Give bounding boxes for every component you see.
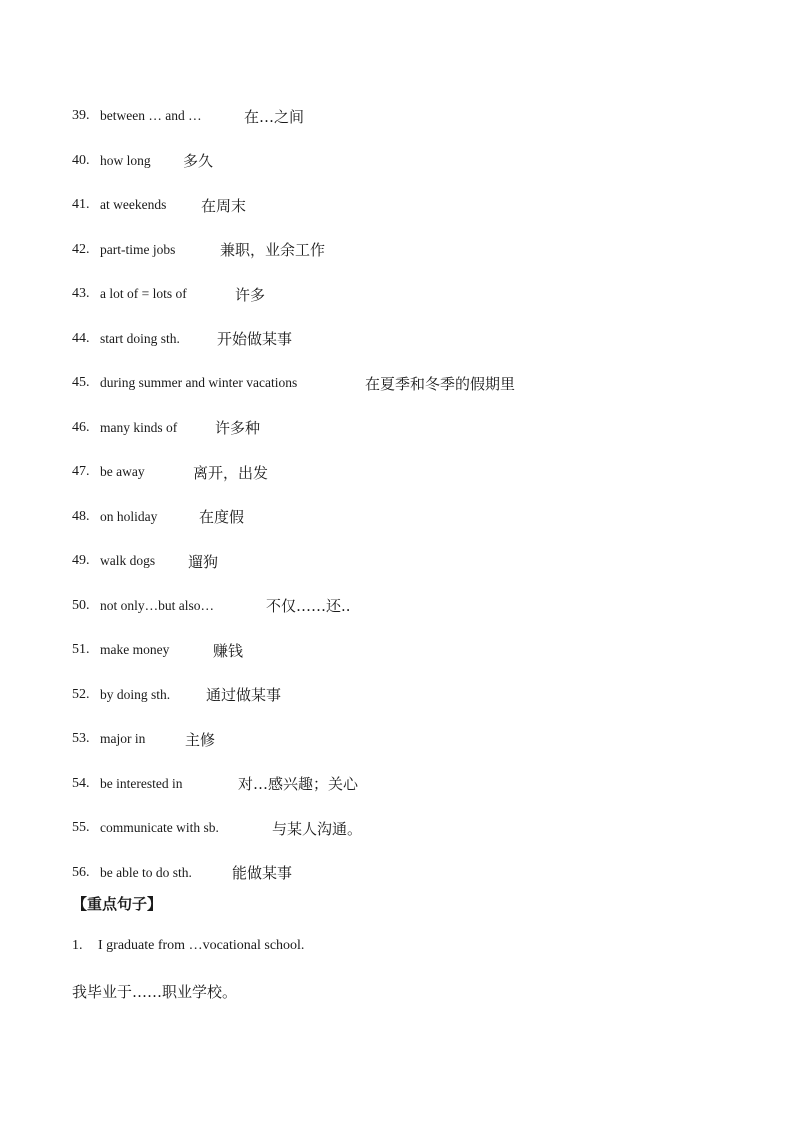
sentence-translation: 我毕业于……职业学校。 — [72, 983, 238, 1001]
phrase-number: 42. — [72, 241, 90, 257]
phrase-chinese: 许多种 — [215, 419, 261, 438]
phrase-item — [72, 272, 752, 317]
phrase-item — [72, 228, 752, 273]
phrase-number: 41. — [72, 197, 90, 213]
phrase-english: communicate with sb. — [100, 820, 219, 836]
phrase-chinese: 在度假 — [199, 508, 245, 527]
phrase-chinese: 开始做某事 — [217, 330, 293, 349]
phrase-item — [72, 450, 752, 495]
phrase-english: many kinds of — [100, 419, 178, 435]
phrase-chinese: 能做某事 — [232, 864, 293, 883]
phrase-chinese: 在夏季和冬季的假期里 — [365, 374, 516, 393]
phrase-number: 55. — [72, 820, 90, 836]
phrase-number: 40. — [72, 152, 90, 168]
phrase-english: a lot of = lots of — [100, 286, 187, 302]
phrase-chinese: 通过做某事 — [206, 686, 282, 705]
phrase-english: during summer and winter vacations — [100, 375, 298, 391]
phrase-item — [72, 717, 752, 762]
phrase-item — [72, 539, 752, 584]
phrase-number: 39. — [72, 108, 90, 124]
phrase-number: 45. — [72, 375, 90, 391]
phrase-english: make money — [100, 642, 170, 658]
phrase-number: 43. — [72, 286, 90, 302]
phrase-list — [72, 94, 752, 895]
phrase-number: 56. — [72, 864, 90, 880]
phrase-item — [72, 139, 752, 184]
sentence-number: 1. — [72, 938, 83, 953]
sentence-english: I graduate from …vocational school. — [98, 938, 305, 953]
phrase-item — [72, 762, 752, 807]
phrase-english: not only…but also… — [100, 597, 214, 613]
phrase-english: on holiday — [100, 508, 158, 524]
phrase-number: 51. — [72, 642, 90, 658]
phrase-number: 49. — [72, 553, 90, 569]
key-sentence — [72, 938, 304, 954]
phrase-chinese: 主修 — [185, 730, 216, 749]
phrase-chinese: 遛狗 — [188, 552, 219, 571]
phrase-chinese: 在周末 — [201, 196, 247, 215]
phrase-item — [72, 183, 752, 228]
phrase-chinese: 多久 — [183, 152, 214, 171]
phrase-item — [72, 406, 752, 451]
phrase-item — [72, 361, 752, 406]
phrase-item — [72, 851, 752, 896]
phrase-number: 48. — [72, 508, 90, 524]
phrase-english: between … and … — [100, 108, 202, 124]
phrase-number: 53. — [72, 731, 90, 747]
phrase-english: be able to do sth. — [100, 864, 192, 880]
phrase-number: 47. — [72, 464, 90, 480]
phrase-number: 54. — [72, 775, 90, 791]
phrase-number: 46. — [72, 419, 90, 435]
phrase-number: 44. — [72, 330, 90, 346]
phrase-number: 52. — [72, 686, 90, 702]
phrase-chinese: 离开，出发 — [193, 463, 269, 482]
section-heading: 【重点句子】 — [72, 895, 163, 913]
phrase-item — [72, 628, 752, 673]
phrase-chinese: 许多 — [235, 285, 266, 304]
phrase-chinese: 与某人沟通。 — [272, 819, 363, 838]
phrase-item — [72, 94, 752, 139]
phrase-english: be interested in — [100, 775, 183, 791]
phrase-english: be away — [100, 464, 145, 480]
phrase-item — [72, 317, 752, 362]
phrase-chinese: 对…感兴趣；关心 — [238, 775, 359, 794]
phrase-english: at weekends — [100, 197, 167, 213]
phrase-number: 50. — [72, 597, 90, 613]
phrase-chinese: 赚钱 — [213, 641, 244, 660]
phrase-item — [72, 806, 752, 851]
phrase-english: part-time jobs — [100, 241, 176, 257]
phrase-english: start doing sth. — [100, 330, 180, 346]
phrase-english: walk dogs — [100, 553, 156, 569]
phrase-english: major in — [100, 731, 146, 747]
phrase-chinese: 在…之间 — [244, 107, 305, 126]
phrase-english: by doing sth. — [100, 686, 171, 702]
phrase-item — [72, 495, 752, 540]
phrase-english: how long — [100, 152, 151, 168]
phrase-chinese: 兼职，业余工作 — [220, 241, 326, 260]
phrase-item — [72, 673, 752, 718]
phrase-chinese: 不仅……还.. — [266, 597, 351, 616]
phrase-item — [72, 584, 752, 629]
